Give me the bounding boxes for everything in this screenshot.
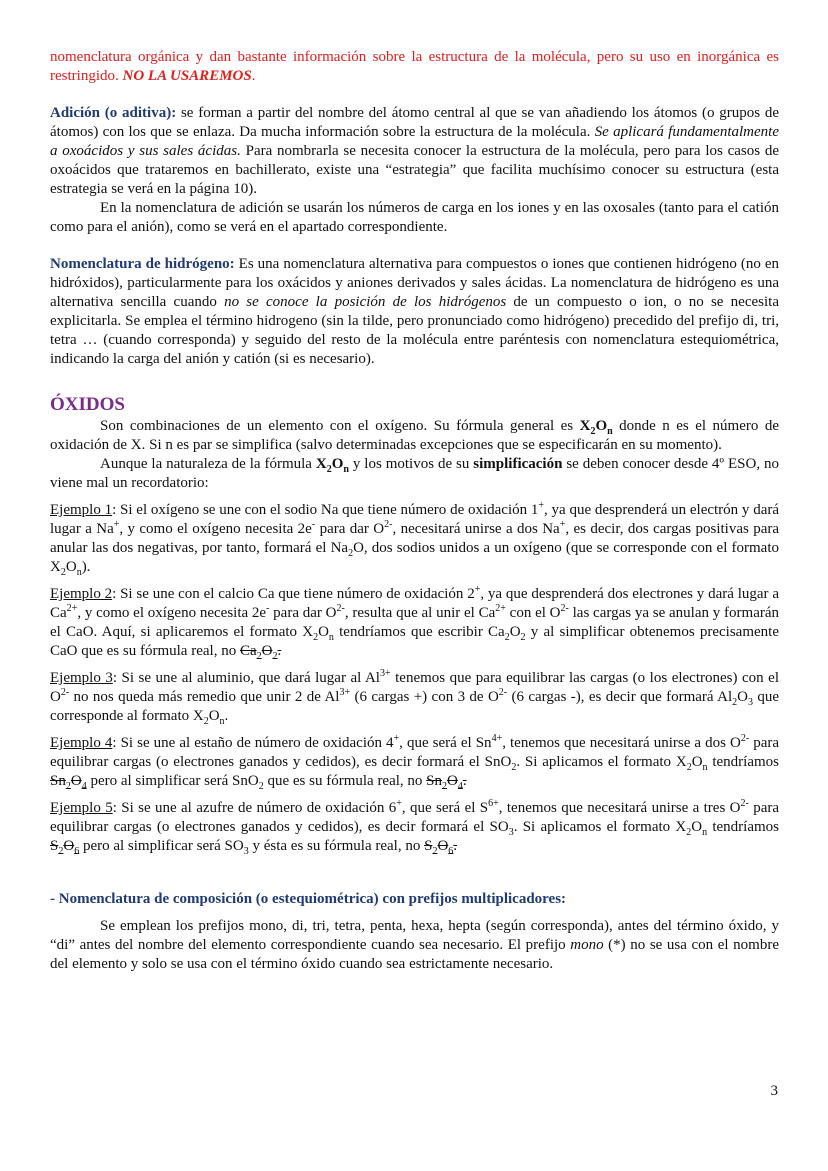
hidrogeno-title: Nomenclatura de hidrógeno:: [50, 256, 235, 272]
adicion-paragraph: Adición (o aditiva): se forman a partir del nombre del átomo central al que se van añadiendo los átomos (o grupos de átomos) con los que se enlaza. Da mucha información sobre la estructura de la molécula. Se aplicará fundamentalmente a oxoácidos y sus sales ácidas. Para nombrarla se necesita conocer la estructura de la molécula, pero para los casos de oxoácidos que trataremos en bachillerato, existe una “estrategia” que facilita muchísimo conocer su estructura (esta estrategia se verá en la página 10).: [50, 105, 779, 197]
intro-emphasis: NO LA USAREMOS: [122, 68, 252, 84]
adicion-paragraph-2: En la nomenclatura de adición se usarán los números de carga en los iones y en las oxosales (tanto para el catión como para el anión), como se verá en el apartado correspondiente.: [50, 200, 779, 235]
adicion-title: Adición (o aditiva):: [50, 105, 177, 121]
document-page: [50, 48, 779, 974]
composicion-title: - Nomenclatura de composición (o estequiométrica) con prefijos multiplicadores:: [50, 891, 567, 907]
oxidos-heading: ÓXIDOS: [50, 394, 125, 415]
page-number: 3: [770, 1083, 778, 1099]
oxidos-paragraph-2: Aunque la naturaleza de la fórmula $X_2O_n$ y los motivos de su simplificación se deben conocer desde 4º ESO, no viene mal un recordatorio:: [50, 456, 779, 491]
composicion-paragraph: Se emplean los prefijos mono, di, tri, tetra, penta, hexa, hepta (según corresponda), antes del término óxido, y “di” antes del nombre del elemento correspondiente cuando sea necesario. El prefijo mono (*) no se usa con el nombre del elemento y solo se usa con el término óxido cuando sea estrictamente necesario.: [50, 918, 779, 972]
ejemplo-4: Ejemplo 4: Si se une al estaño de número de oxidación 4+, que será el $Sn^{4+}$, tenemos que necesitará unirse a dos $O^{2-}$ para equilibrar cargas (o electrones ganados y cedidos), es decir formará el SnO$_2$. Si aplicamos el formato $X_2O_n$ tendríamos $Sn_2O_4$ pero al simplificar será SnO$_2$ que es su fórmula real, no $Sn_2O_4$.: [50, 733, 780, 792]
ejemplo-3: Ejemplo 3: Si se une al aluminio, que dará lugar al $Al^{3+}$ tenemos que para equilibrar las cargas (o los electrones) con el $O^{2-}$ no nos queda más remedio que unir 2 de $Al^{3+}$ (6 cargas +) con 3 de $O^{2-}$ (6 cargas -), es decir que formará $Al_2O_3$ que corresponde al formato $X_2O_n$.: [50, 668, 779, 727]
hidrogeno-paragraph: Nomenclatura de hidrógeno: Es una nomenclatura alternativa para compuestos o iones que contienen hidrógeno (no en hidróxidos), particularmente para los oxácidos y aniones derivados y sales ácidas. La nomenclatura de hidrógeno es una alternativa sencilla cuando no se conoce la posición de los hidrógenos de un compuesto o ion, o no se necesita explicitarla. Se emplea el término hidrogeno (sin la tilde, pero pronunciado como hidrógeno) precedido del prefijo di, tri, tetra … (cuando corresponda) y seguido del resto de la molécula entre paréntesis con nomenclatura estequiométrica, indicando la carga del anión y catión (si es necesario).: [50, 256, 779, 367]
oxidos-paragraph-1: Son combinaciones de un elemento con el oxígeno. Su fórmula general es $X_2O_n$ donde n es el número de oxidación de X. Si n es par se simplifica (salvo determinadas excepciones que se especificarán en su momento).: [50, 418, 779, 453]
ejemplo-2: Ejemplo 2: Si se une con el calcio Ca que tiene número de oxidación 2+, ya que desprenderá dos electrones y dará lugar a $Ca^{2+}$, y como el oxígeno necesita 2e- para dar $O^{2-}$, resulta que al unir el $Ca^{2+}$ con el $O^{2-}$ las cargas ya se anulan y formarán el CaO. Aquí, si aplicaremos el formato $X_2O_n$ tendríamos que escribir $Ca_2O_2$ y al simplificar obtenemos precisamente CaO que es su fórmula real, no $Ca_2O_2$.: [50, 584, 780, 662]
ejemplo-5: Ejemplo 5: Si se une al azufre de número de oxidación 6+, que será el $S^{6+}$, tenemos que necesitará unirse a tres $O^{2-}$ para equilibrar cargas (o electrones ganados y cedidos), es decir formará el $SO_3$. Si aplicamos el formato $X_2O_n$ tendríamos $S_2O_6$ pero al simplificar será $SO_3$ y ésta es su fórmula real, no $S_2O_6$.: [50, 798, 780, 857]
intro-paragraph: nomenclatura orgánica y dan bastante información sobre la estructura de la molécula, pero su uso en inorgánica es restringido. NO LA USAREMOS.: [50, 49, 779, 84]
ejemplo-1: Ejemplo 1: Si el oxígeno se une con el sodio Na que tiene número de oxidación 1+, ya que desprenderá un electrón y dará lugar a Na+, y como el oxígeno necesita 2e- para dar $O^{2-}$, necesitará unirse a dos Na+, es decir, dos cargas positivas para anular las dos negativas, por tanto, formará el $Na_2O$, dos sodios unidos a un oxígeno (que se corresponde con el formato $X_2O_n$).: [50, 500, 780, 578]
